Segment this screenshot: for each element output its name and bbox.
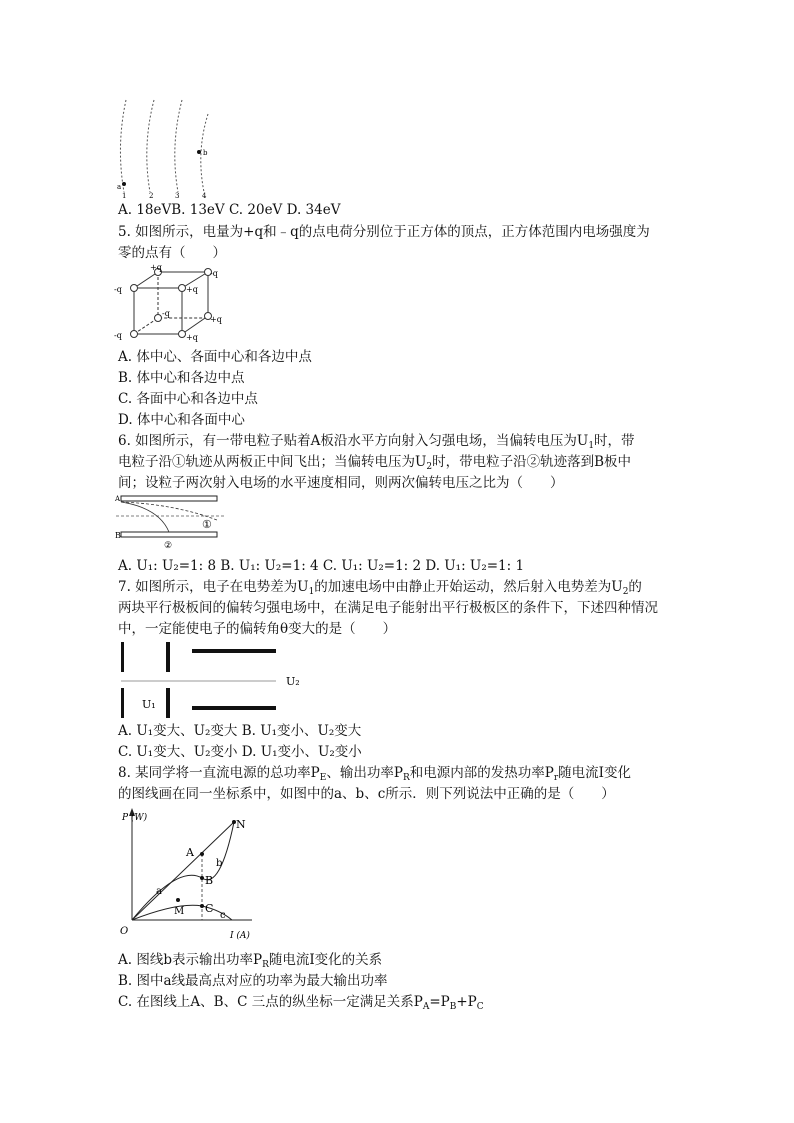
label-u1: U₁ [142,698,156,711]
label-c: c [220,910,226,921]
q8-stem-line1: 8. 某同学将一直流电源的总功率$P_E$、输出功率$P_R$和电源内部的发热功率$P_r$随电流I变化 [118,765,631,783]
label-plus-q: +q [186,285,198,294]
q4-options: A. 18eVB. 13eV C. 20eV D. 34eV [118,202,341,218]
label-a: a [156,886,162,897]
label-plus-q: +q [186,333,198,342]
power-current-graph [112,806,262,946]
label-A: A [186,846,194,859]
subscript: 2 [426,462,433,472]
q8-option-a: A. 图线b表示输出功率$P_R$随电流I变化的关系 [118,952,383,970]
label-minus-q: -q [114,331,122,340]
q6-options: A. U₁: U₂=1: 8 B. U₁: U₂=1: 4 C. U₁: U₂=1: 2 D. U₁: U₂=1: 1 [118,558,525,574]
q8-stem-line2: 的图线画在同一坐标系中，如图中的a、b、c所示．则下列说法中正确的是（ ） [118,786,615,802]
label-M: M [174,906,185,917]
deflection-plates-figure [114,492,226,550]
q7-text: 7. 如图所示，电子在电势差为U [118,579,309,595]
subscript: 1 [588,441,595,451]
label-2: 2 [149,192,154,200]
label-plus-q: +q [210,315,222,324]
label-plus-q: +q [150,263,162,272]
q7-options-cd: C. U₁变大、U₂变小 D. U₁变小、U₂变小 [118,744,362,760]
label-3: 3 [175,192,180,200]
cube-charges-figure [112,264,220,346]
origin-label: O [120,926,129,937]
label-a: a [117,183,122,191]
q6-text: 电粒子沿①轨迹从两板正中间飞出；当偏转电压为U [118,454,427,470]
label-u2: U₂ [286,675,300,688]
label-minus-q: -q [114,285,122,294]
accelerator-deflector-figure [112,640,312,720]
q8-option-b: B. 图中a线最高点对应的功率为最大输出功率 [118,973,388,989]
q6-text: 时，带 [594,433,635,449]
label-1: 1 [122,192,127,200]
label-minus-q: -q [162,309,170,318]
label-B: B [115,531,121,540]
q5-option-b: B. 体中心和各边中点 [118,370,245,386]
q5-option-d: D. 体中心和各面中心 [118,412,245,428]
q6-stem-line1 [118,431,635,451]
label-N: N [236,818,246,831]
q5-option-c: C. 各面中心和各边中点 [118,391,258,407]
x-axis-label: I (A) [230,931,250,941]
label-b: b [203,149,208,157]
q7-options-ab: A. U₁变大、U₂变大 B. U₁变小、U₂变大 [118,723,362,739]
y-axis-label: P (W) [122,813,148,823]
label-trajectory-2: ② [164,541,173,551]
q7-stem-line3: 中，一定能使电子的偏转角θ变大的是（ ） [118,621,397,637]
q6-text: 时，带电粒子沿②轨迹落到B板中 [432,454,632,470]
label-4: 4 [202,192,207,200]
q7-text: 的 [628,579,642,595]
q6-stem-line3: 间；设粒子两次射入电场的水平速度相同，则两次偏转电压之比为（ ） [118,475,564,491]
q6-text: 6. 如图所示，有一带电粒子贴着A板沿水平方向射入匀强电场，当偏转电压为U [118,433,589,449]
label-C: C [205,902,214,915]
q7-text: 的加速电场中由静止开始运动，然后射入电势差为U [314,579,623,595]
label-A: A [115,495,121,503]
label-trajectory-1: ① [202,518,212,531]
q7-stem-line2: 两块平行极板间的偏转匀强电场中，在满足电子能射出平行极板区的条件下，下述四种情况 [118,600,658,616]
label-B: B [205,874,214,887]
equipotential-lines-figure [112,96,222,200]
q7-stem-line1 [118,577,642,597]
label-b: b [216,858,223,869]
q6-stem-line2 [118,452,631,472]
subscript: 1 [308,587,315,597]
q5-option-a: A. 体中心、各面中心和各边中点 [118,349,312,365]
subscript: 2 [622,587,629,597]
q8-option-c: C. 在图线上A、B、C 三点的纵坐标一定满足关系$P_A=P_B+P_C$ [118,994,484,1012]
label-minus-q: -q [210,269,218,278]
q5-stem-line1: 5. 如图所示，电量为+q和﹣q的点电荷分别位于正方体的顶点，正方体范围内电场强度为 [118,224,650,240]
q5-stem-line2: 零的点有（ ） [118,245,226,261]
